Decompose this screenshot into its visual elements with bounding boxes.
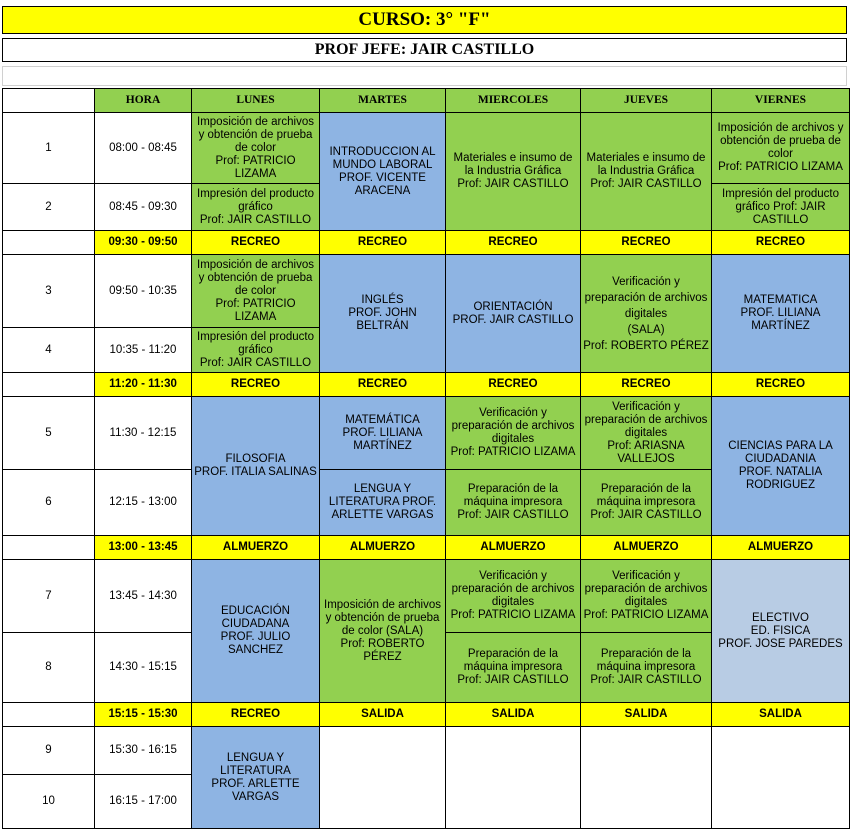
block-number: 6: [3, 470, 95, 536]
break-label: ALMUERZO: [446, 536, 581, 560]
break-label: RECREO: [192, 703, 320, 727]
table-row: [3, 560, 850, 633]
break-row: [3, 703, 850, 727]
col-header-jueves: JUEVES: [581, 89, 712, 113]
break-blank: [3, 703, 95, 727]
break-label: RECREO: [581, 373, 712, 397]
table-row: [3, 113, 850, 184]
class-cell: MATEMÁTICA PROF. LILIANA MARTÍNEZ: [320, 397, 446, 470]
break-label: RECREO: [712, 231, 850, 255]
class-cell: Impresión del producto gráfico Prof: JAIR CASTILLO: [192, 184, 320, 231]
empty-cell: [712, 727, 850, 829]
block-time: 12:15 - 13:00: [95, 470, 192, 536]
schedule-table: [2, 88, 850, 829]
class-cell: Materiales e insumo de la Industria Gráfica Prof: JAIR CASTILLO: [581, 113, 712, 231]
break-label: RECREO: [192, 373, 320, 397]
class-cell: Imposición de archivos y obtención de prueba de color Prof: PATRICIO LIZAMA: [192, 255, 320, 328]
break-label: RECREO: [446, 373, 581, 397]
table-row: [3, 727, 850, 775]
break-time: 09:30 - 09:50: [95, 231, 192, 255]
block-time: 09:50 - 10:35: [95, 255, 192, 328]
break-row: [3, 536, 850, 560]
break-label: SALIDA: [581, 703, 712, 727]
class-cell: Verificación y preparación de archivos digitales Prof: ARIASNA VALLEJOS: [581, 397, 712, 470]
table-row: [3, 255, 850, 328]
break-label: ALMUERZO: [192, 536, 320, 560]
block-time: 10:35 - 11:20: [95, 328, 192, 373]
break-blank: [3, 231, 95, 255]
break-blank: [3, 536, 95, 560]
block-number: 1: [3, 113, 95, 184]
table-row: [3, 397, 850, 470]
col-header-viernes: VIERNES: [712, 89, 850, 113]
break-time: 11:20 - 11:30: [95, 373, 192, 397]
block-time: 11:30 - 12:15: [95, 397, 192, 470]
block-time: 08:00 - 08:45: [95, 113, 192, 184]
block-number: 10: [3, 775, 95, 829]
break-time: 15:15 - 15:30: [95, 703, 192, 727]
break-label: RECREO: [320, 231, 446, 255]
header-blank: [3, 89, 95, 113]
break-row: [3, 231, 850, 255]
break-label: RECREO: [320, 373, 446, 397]
block-number: 5: [3, 397, 95, 470]
empty-cell: [320, 727, 446, 829]
class-cell: LENGUA Y LITERATURA PROF. ARLETTE VARGAS: [192, 727, 320, 829]
block-number: 3: [3, 255, 95, 328]
block-time: 13:45 - 14:30: [95, 560, 192, 633]
block-number: 8: [3, 633, 95, 703]
break-row: [3, 373, 850, 397]
break-label: RECREO: [581, 231, 712, 255]
class-cell: Preparación de la máquina impresora Prof: JAIR CASTILLO: [581, 470, 712, 536]
block-time: 15:30 - 16:15: [95, 727, 192, 775]
break-time: 13:00 - 13:45: [95, 536, 192, 560]
class-cell: Imposición de archivos y obtención de prueba de color (SALA) Prof: ROBERTO PÉREZ: [320, 560, 446, 703]
header-row: [3, 89, 850, 113]
class-cell: Preparación de la máquina impresora Prof: JAIR CASTILLO: [581, 633, 712, 703]
break-label: SALIDA: [712, 703, 850, 727]
block-number: 4: [3, 328, 95, 373]
class-cell: FILOSOFIA PROF. ITALIA SALINAS: [192, 397, 320, 536]
class-cell: EDUCACIÓN CIUDADANA PROF. JULIO SANCHEZ: [192, 560, 320, 703]
col-header-hora: HORA: [95, 89, 192, 113]
class-cell: INGLÉS PROF. JOHN BELTRÁN: [320, 255, 446, 373]
class-cell: Imposición de archivos y obtención de prueba de color Prof: PATRICIO LIZAMA: [192, 113, 320, 184]
break-label: ALMUERZO: [581, 536, 712, 560]
class-cell: ORIENTACIÓN PROF. JAIR CASTILLO: [446, 255, 581, 373]
spacer-row: [2, 66, 847, 86]
class-cell: Impresión del producto gráfico Prof: JAIR CASTILLO: [712, 184, 850, 231]
break-label: RECREO: [192, 231, 320, 255]
class-cell: LENGUA Y LITERATURA PROF. ARLETTE VARGAS: [320, 470, 446, 536]
course-title: CURSO: 3° "F": [2, 6, 847, 34]
block-time: 08:45 - 09:30: [95, 184, 192, 231]
break-blank: [3, 373, 95, 397]
class-cell: Materiales e insumo de la Industria Gráfica Prof: JAIR CASTILLO: [446, 113, 581, 231]
block-number: 9: [3, 727, 95, 775]
head-teacher: PROF JEFE: JAIR CASTILLO: [2, 38, 847, 62]
class-cell: CIENCIAS PARA LA CIUDADANIA PROF. NATALIA RODRIGUEZ: [712, 397, 850, 536]
class-cell: Verificación y preparación de archivos digitales Prof: PATRICIO LIZAMA: [446, 397, 581, 470]
class-cell: Preparación de la máquina impresora Prof: JAIR CASTILLO: [446, 633, 581, 703]
break-label: RECREO: [712, 373, 850, 397]
col-header-martes: MARTES: [320, 89, 446, 113]
class-cell: Impresión del producto gráfico Prof: JAIR CASTILLO: [192, 328, 320, 373]
col-header-lunes: LUNES: [192, 89, 320, 113]
col-header-miercoles: MIERCOLES: [446, 89, 581, 113]
class-cell: INTRODUCCION AL MUNDO LABORAL PROF. VICENTE ARACENA: [320, 113, 446, 231]
block-number: 2: [3, 184, 95, 231]
empty-cell: [581, 727, 712, 829]
break-label: ALMUERZO: [320, 536, 446, 560]
class-cell: Verificación y preparación de archivos digitales Prof: PATRICIO LIZAMA: [581, 560, 712, 633]
class-cell: Verificación y preparación de archivos digitales Prof: PATRICIO LIZAMA: [446, 560, 581, 633]
empty-cell: [446, 727, 581, 829]
class-cell: Verificación y preparación de archivos digitales (SALA) Prof: ROBERTO PÉREZ: [581, 255, 712, 373]
break-label: SALIDA: [320, 703, 446, 727]
break-label: SALIDA: [446, 703, 581, 727]
break-label: RECREO: [446, 231, 581, 255]
break-label: ALMUERZO: [712, 536, 850, 560]
block-time: 16:15 - 17:00: [95, 775, 192, 829]
block-time: 14:30 - 15:15: [95, 633, 192, 703]
class-cell: Preparación de la máquina impresora Prof: JAIR CASTILLO: [446, 470, 581, 536]
class-cell: MATEMATICA PROF. LILIANA MARTÍNEZ: [712, 255, 850, 373]
class-cell: ELECTIVO ED. FISICA PROF. JOSE PAREDES: [712, 560, 850, 703]
class-cell: Imposición de archivos y obtención de prueba de color Prof: PATRICIO LIZAMA: [712, 113, 850, 184]
block-number: 7: [3, 560, 95, 633]
